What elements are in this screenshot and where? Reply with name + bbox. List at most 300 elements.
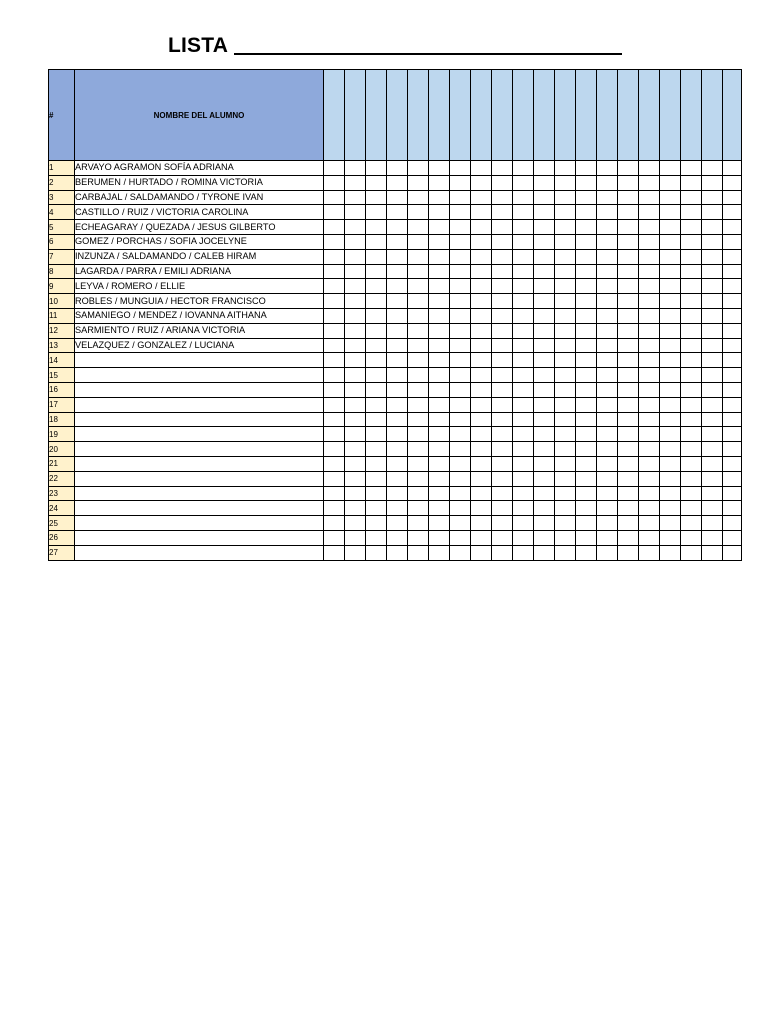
attendance-cell[interactable]: [555, 308, 576, 323]
attendance-cell[interactable]: [408, 338, 429, 353]
attendance-cell[interactable]: [408, 205, 429, 220]
attendance-cell[interactable]: [345, 294, 366, 309]
attendance-cell[interactable]: [450, 264, 471, 279]
attendance-cell[interactable]: [387, 368, 408, 383]
attendance-cell[interactable]: [408, 516, 429, 531]
attendance-cell[interactable]: [723, 486, 742, 501]
attendance-cell[interactable]: [618, 368, 639, 383]
attendance-cell[interactable]: [723, 190, 742, 205]
attendance-cell[interactable]: [660, 486, 681, 501]
attendance-cell[interactable]: [555, 486, 576, 501]
attendance-cell[interactable]: [492, 338, 513, 353]
attendance-cell[interactable]: [618, 308, 639, 323]
attendance-cell[interactable]: [450, 308, 471, 323]
attendance-cell[interactable]: [324, 486, 345, 501]
attendance-cell[interactable]: [345, 368, 366, 383]
attendance-cell[interactable]: [387, 516, 408, 531]
attendance-cell[interactable]: [618, 279, 639, 294]
attendance-cell[interactable]: [639, 190, 660, 205]
attendance-cell[interactable]: [639, 486, 660, 501]
attendance-cell[interactable]: [429, 501, 450, 516]
attendance-cell[interactable]: [555, 205, 576, 220]
attendance-cell[interactable]: [513, 234, 534, 249]
attendance-cell[interactable]: [429, 279, 450, 294]
attendance-cell[interactable]: [702, 397, 723, 412]
attendance-cell[interactable]: [555, 471, 576, 486]
attendance-cell[interactable]: [681, 412, 702, 427]
attendance-cell[interactable]: [471, 412, 492, 427]
attendance-cell[interactable]: [408, 279, 429, 294]
attendance-cell[interactable]: [429, 338, 450, 353]
attendance-cell[interactable]: [639, 501, 660, 516]
attendance-cell[interactable]: [576, 279, 597, 294]
attendance-cell[interactable]: [660, 501, 681, 516]
student-name-cell[interactable]: ECHEAGARAY / QUEZADA / JESUS GILBERTO: [75, 220, 324, 235]
student-name-cell[interactable]: ARVAYO AGRAMON SOFÍA ADRIANA: [75, 161, 324, 176]
attendance-cell[interactable]: [450, 427, 471, 442]
attendance-cell[interactable]: [492, 397, 513, 412]
attendance-cell[interactable]: [324, 205, 345, 220]
attendance-cell[interactable]: [681, 190, 702, 205]
attendance-cell[interactable]: [387, 456, 408, 471]
attendance-cell[interactable]: [345, 501, 366, 516]
attendance-cell[interactable]: [408, 397, 429, 412]
attendance-cell[interactable]: [492, 501, 513, 516]
attendance-cell[interactable]: [660, 249, 681, 264]
attendance-cell[interactable]: [534, 338, 555, 353]
attendance-cell[interactable]: [471, 545, 492, 560]
attendance-cell[interactable]: [639, 456, 660, 471]
attendance-cell[interactable]: [702, 442, 723, 457]
attendance-cell[interactable]: [408, 456, 429, 471]
attendance-cell[interactable]: [492, 368, 513, 383]
attendance-cell[interactable]: [492, 249, 513, 264]
attendance-cell[interactable]: [555, 501, 576, 516]
attendance-cell[interactable]: [387, 486, 408, 501]
attendance-cell[interactable]: [555, 175, 576, 190]
attendance-cell[interactable]: [681, 427, 702, 442]
attendance-cell[interactable]: [408, 175, 429, 190]
attendance-cell[interactable]: [450, 530, 471, 545]
attendance-cell[interactable]: [450, 382, 471, 397]
attendance-cell[interactable]: [723, 279, 742, 294]
attendance-cell[interactable]: [534, 205, 555, 220]
attendance-cell[interactable]: [345, 249, 366, 264]
attendance-cell[interactable]: [324, 279, 345, 294]
attendance-cell[interactable]: [702, 264, 723, 279]
attendance-cell[interactable]: [450, 220, 471, 235]
attendance-cell[interactable]: [345, 234, 366, 249]
attendance-cell[interactable]: [576, 368, 597, 383]
attendance-cell[interactable]: [492, 353, 513, 368]
attendance-cell[interactable]: [408, 308, 429, 323]
attendance-cell[interactable]: [324, 220, 345, 235]
attendance-cell[interactable]: [324, 412, 345, 427]
attendance-cell[interactable]: [681, 338, 702, 353]
attendance-cell[interactable]: [660, 530, 681, 545]
attendance-cell[interactable]: [366, 234, 387, 249]
attendance-cell[interactable]: [723, 161, 742, 176]
attendance-cell[interactable]: [387, 175, 408, 190]
attendance-cell[interactable]: [555, 338, 576, 353]
attendance-cell[interactable]: [471, 427, 492, 442]
attendance-cell[interactable]: [345, 412, 366, 427]
attendance-cell[interactable]: [534, 264, 555, 279]
attendance-cell[interactable]: [366, 501, 387, 516]
attendance-cell[interactable]: [429, 234, 450, 249]
attendance-cell[interactable]: [597, 294, 618, 309]
attendance-cell[interactable]: [681, 279, 702, 294]
attendance-cell[interactable]: [366, 516, 387, 531]
attendance-cell[interactable]: [681, 175, 702, 190]
attendance-cell[interactable]: [660, 294, 681, 309]
attendance-cell[interactable]: [576, 530, 597, 545]
attendance-cell[interactable]: [618, 161, 639, 176]
attendance-cell[interactable]: [597, 486, 618, 501]
attendance-cell[interactable]: [576, 456, 597, 471]
attendance-cell[interactable]: [534, 530, 555, 545]
attendance-cell[interactable]: [387, 279, 408, 294]
attendance-cell[interactable]: [471, 220, 492, 235]
attendance-cell[interactable]: [723, 530, 742, 545]
student-name-cell[interactable]: [75, 456, 324, 471]
attendance-cell[interactable]: [513, 397, 534, 412]
attendance-cell[interactable]: [324, 442, 345, 457]
attendance-cell[interactable]: [387, 220, 408, 235]
attendance-cell[interactable]: [471, 264, 492, 279]
attendance-cell[interactable]: [618, 412, 639, 427]
attendance-cell[interactable]: [345, 205, 366, 220]
attendance-cell[interactable]: [618, 501, 639, 516]
attendance-cell[interactable]: [366, 175, 387, 190]
attendance-cell[interactable]: [660, 308, 681, 323]
attendance-cell[interactable]: [618, 530, 639, 545]
attendance-cell[interactable]: [555, 516, 576, 531]
attendance-cell[interactable]: [408, 368, 429, 383]
attendance-cell[interactable]: [702, 486, 723, 501]
attendance-cell[interactable]: [492, 323, 513, 338]
attendance-cell[interactable]: [681, 323, 702, 338]
attendance-cell[interactable]: [618, 397, 639, 412]
attendance-cell[interactable]: [597, 382, 618, 397]
attendance-cell[interactable]: [555, 382, 576, 397]
attendance-cell[interactable]: [534, 397, 555, 412]
attendance-cell[interactable]: [555, 412, 576, 427]
attendance-cell[interactable]: [387, 338, 408, 353]
attendance-cell[interactable]: [597, 264, 618, 279]
attendance-cell[interactable]: [534, 382, 555, 397]
attendance-cell[interactable]: [513, 501, 534, 516]
attendance-cell[interactable]: [576, 427, 597, 442]
attendance-cell[interactable]: [324, 234, 345, 249]
attendance-cell[interactable]: [492, 161, 513, 176]
attendance-cell[interactable]: [660, 220, 681, 235]
attendance-cell[interactable]: [408, 501, 429, 516]
attendance-cell[interactable]: [597, 249, 618, 264]
attendance-cell[interactable]: [324, 501, 345, 516]
attendance-cell[interactable]: [471, 353, 492, 368]
attendance-cell[interactable]: [534, 368, 555, 383]
student-name-cell[interactable]: BERUMEN / HURTADO / ROMINA VICTORIA: [75, 175, 324, 190]
attendance-cell[interactable]: [324, 353, 345, 368]
attendance-cell[interactable]: [555, 545, 576, 560]
attendance-cell[interactable]: [366, 220, 387, 235]
attendance-cell[interactable]: [702, 294, 723, 309]
attendance-cell[interactable]: [723, 220, 742, 235]
attendance-cell[interactable]: [492, 264, 513, 279]
attendance-cell[interactable]: [471, 190, 492, 205]
attendance-cell[interactable]: [429, 294, 450, 309]
attendance-cell[interactable]: [345, 442, 366, 457]
attendance-cell[interactable]: [639, 427, 660, 442]
attendance-cell[interactable]: [597, 308, 618, 323]
attendance-cell[interactable]: [471, 323, 492, 338]
attendance-cell[interactable]: [660, 368, 681, 383]
attendance-cell[interactable]: [429, 412, 450, 427]
attendance-cell[interactable]: [534, 442, 555, 457]
attendance-cell[interactable]: [576, 338, 597, 353]
attendance-cell[interactable]: [429, 486, 450, 501]
attendance-cell[interactable]: [408, 545, 429, 560]
attendance-cell[interactable]: [513, 368, 534, 383]
attendance-cell[interactable]: [345, 545, 366, 560]
attendance-cell[interactable]: [492, 545, 513, 560]
attendance-cell[interactable]: [450, 175, 471, 190]
attendance-cell[interactable]: [597, 427, 618, 442]
attendance-cell[interactable]: [618, 427, 639, 442]
attendance-cell[interactable]: [387, 234, 408, 249]
attendance-cell[interactable]: [723, 456, 742, 471]
attendance-cell[interactable]: [576, 501, 597, 516]
attendance-cell[interactable]: [471, 486, 492, 501]
attendance-cell[interactable]: [639, 382, 660, 397]
student-name-cell[interactable]: [75, 442, 324, 457]
attendance-cell[interactable]: [450, 338, 471, 353]
attendance-cell[interactable]: [597, 190, 618, 205]
attendance-cell[interactable]: [723, 175, 742, 190]
student-name-cell[interactable]: [75, 545, 324, 560]
attendance-cell[interactable]: [324, 264, 345, 279]
attendance-cell[interactable]: [618, 294, 639, 309]
attendance-cell[interactable]: [408, 530, 429, 545]
attendance-cell[interactable]: [555, 368, 576, 383]
attendance-cell[interactable]: [324, 516, 345, 531]
student-name-cell[interactable]: VELAZQUEZ / GONZALEZ / LUCIANA: [75, 338, 324, 353]
attendance-cell[interactable]: [639, 279, 660, 294]
attendance-cell[interactable]: [555, 294, 576, 309]
attendance-cell[interactable]: [450, 205, 471, 220]
attendance-cell[interactable]: [387, 308, 408, 323]
attendance-cell[interactable]: [639, 530, 660, 545]
attendance-cell[interactable]: [555, 530, 576, 545]
attendance-cell[interactable]: [534, 323, 555, 338]
attendance-cell[interactable]: [324, 175, 345, 190]
attendance-cell[interactable]: [324, 545, 345, 560]
attendance-cell[interactable]: [492, 205, 513, 220]
attendance-cell[interactable]: [492, 427, 513, 442]
attendance-cell[interactable]: [366, 530, 387, 545]
attendance-cell[interactable]: [618, 323, 639, 338]
attendance-cell[interactable]: [492, 234, 513, 249]
attendance-cell[interactable]: [660, 264, 681, 279]
attendance-cell[interactable]: [576, 323, 597, 338]
attendance-cell[interactable]: [471, 234, 492, 249]
attendance-cell[interactable]: [408, 220, 429, 235]
attendance-cell[interactable]: [513, 249, 534, 264]
attendance-cell[interactable]: [408, 486, 429, 501]
attendance-cell[interactable]: [429, 456, 450, 471]
attendance-cell[interactable]: [450, 486, 471, 501]
attendance-cell[interactable]: [576, 234, 597, 249]
attendance-cell[interactable]: [597, 205, 618, 220]
attendance-cell[interactable]: [639, 516, 660, 531]
attendance-cell[interactable]: [576, 308, 597, 323]
attendance-cell[interactable]: [555, 323, 576, 338]
attendance-cell[interactable]: [387, 397, 408, 412]
attendance-cell[interactable]: [513, 382, 534, 397]
attendance-cell[interactable]: [618, 382, 639, 397]
attendance-cell[interactable]: [576, 442, 597, 457]
attendance-cell[interactable]: [513, 205, 534, 220]
attendance-cell[interactable]: [681, 530, 702, 545]
attendance-cell[interactable]: [681, 220, 702, 235]
attendance-cell[interactable]: [534, 501, 555, 516]
attendance-cell[interactable]: [660, 397, 681, 412]
attendance-cell[interactable]: [723, 545, 742, 560]
attendance-cell[interactable]: [387, 264, 408, 279]
attendance-cell[interactable]: [639, 220, 660, 235]
attendance-cell[interactable]: [555, 264, 576, 279]
attendance-cell[interactable]: [492, 471, 513, 486]
attendance-cell[interactable]: [534, 545, 555, 560]
attendance-cell[interactable]: [597, 442, 618, 457]
attendance-cell[interactable]: [513, 516, 534, 531]
attendance-cell[interactable]: [513, 353, 534, 368]
attendance-cell[interactable]: [534, 427, 555, 442]
attendance-cell[interactable]: [576, 545, 597, 560]
attendance-cell[interactable]: [366, 427, 387, 442]
attendance-cell[interactable]: [408, 353, 429, 368]
attendance-cell[interactable]: [450, 323, 471, 338]
attendance-cell[interactable]: [534, 279, 555, 294]
attendance-cell[interactable]: [576, 205, 597, 220]
attendance-cell[interactable]: [681, 545, 702, 560]
attendance-cell[interactable]: [576, 190, 597, 205]
attendance-cell[interactable]: [324, 397, 345, 412]
attendance-cell[interactable]: [618, 249, 639, 264]
attendance-cell[interactable]: [681, 442, 702, 457]
attendance-cell[interactable]: [702, 412, 723, 427]
attendance-cell[interactable]: [366, 190, 387, 205]
attendance-cell[interactable]: [555, 190, 576, 205]
attendance-cell[interactable]: [702, 338, 723, 353]
attendance-cell[interactable]: [429, 323, 450, 338]
attendance-cell[interactable]: [681, 205, 702, 220]
attendance-cell[interactable]: [492, 456, 513, 471]
attendance-cell[interactable]: [450, 294, 471, 309]
attendance-cell[interactable]: [513, 220, 534, 235]
attendance-cell[interactable]: [702, 382, 723, 397]
attendance-cell[interactable]: [345, 486, 366, 501]
attendance-cell[interactable]: [345, 516, 366, 531]
attendance-cell[interactable]: [597, 456, 618, 471]
attendance-cell[interactable]: [324, 368, 345, 383]
attendance-cell[interactable]: [576, 516, 597, 531]
attendance-cell[interactable]: [513, 323, 534, 338]
attendance-cell[interactable]: [681, 308, 702, 323]
attendance-cell[interactable]: [702, 249, 723, 264]
student-name-cell[interactable]: [75, 471, 324, 486]
attendance-cell[interactable]: [723, 308, 742, 323]
attendance-cell[interactable]: [555, 161, 576, 176]
attendance-cell[interactable]: [702, 501, 723, 516]
attendance-cell[interactable]: [324, 190, 345, 205]
attendance-cell[interactable]: [345, 220, 366, 235]
student-name-cell[interactable]: CARBAJAL / SALDAMANDO / TYRONE IVAN: [75, 190, 324, 205]
attendance-cell[interactable]: [723, 205, 742, 220]
attendance-cell[interactable]: [492, 220, 513, 235]
attendance-cell[interactable]: [366, 161, 387, 176]
attendance-cell[interactable]: [429, 220, 450, 235]
attendance-cell[interactable]: [324, 382, 345, 397]
attendance-cell[interactable]: [492, 175, 513, 190]
attendance-cell[interactable]: [702, 161, 723, 176]
attendance-cell[interactable]: [597, 161, 618, 176]
attendance-cell[interactable]: [618, 516, 639, 531]
attendance-cell[interactable]: [324, 294, 345, 309]
attendance-cell[interactable]: [639, 323, 660, 338]
attendance-cell[interactable]: [576, 264, 597, 279]
student-name-cell[interactable]: CASTILLO / RUIZ / VICTORIA CAROLINA: [75, 205, 324, 220]
attendance-cell[interactable]: [471, 249, 492, 264]
student-name-cell[interactable]: [75, 412, 324, 427]
attendance-cell[interactable]: [471, 205, 492, 220]
attendance-cell[interactable]: [471, 501, 492, 516]
attendance-cell[interactable]: [429, 161, 450, 176]
attendance-cell[interactable]: [450, 412, 471, 427]
attendance-cell[interactable]: [639, 397, 660, 412]
attendance-cell[interactable]: [387, 249, 408, 264]
attendance-cell[interactable]: [681, 234, 702, 249]
attendance-cell[interactable]: [534, 161, 555, 176]
attendance-cell[interactable]: [681, 264, 702, 279]
attendance-cell[interactable]: [471, 294, 492, 309]
student-name-cell[interactable]: INZUNZA / SALDAMANDO / CALEB HIRAM: [75, 249, 324, 264]
attendance-cell[interactable]: [471, 308, 492, 323]
attendance-cell[interactable]: [429, 516, 450, 531]
attendance-cell[interactable]: [618, 220, 639, 235]
attendance-cell[interactable]: [723, 382, 742, 397]
attendance-cell[interactable]: [576, 353, 597, 368]
attendance-cell[interactable]: [681, 368, 702, 383]
attendance-cell[interactable]: [555, 397, 576, 412]
attendance-cell[interactable]: [660, 353, 681, 368]
attendance-cell[interactable]: [618, 442, 639, 457]
attendance-cell[interactable]: [450, 442, 471, 457]
attendance-cell[interactable]: [492, 308, 513, 323]
attendance-cell[interactable]: [723, 516, 742, 531]
attendance-cell[interactable]: [387, 161, 408, 176]
attendance-cell[interactable]: [429, 249, 450, 264]
attendance-cell[interactable]: [345, 175, 366, 190]
attendance-cell[interactable]: [471, 382, 492, 397]
attendance-cell[interactable]: [534, 486, 555, 501]
attendance-cell[interactable]: [429, 264, 450, 279]
attendance-cell[interactable]: [408, 190, 429, 205]
attendance-cell[interactable]: [366, 471, 387, 486]
attendance-cell[interactable]: [681, 397, 702, 412]
attendance-cell[interactable]: [534, 516, 555, 531]
